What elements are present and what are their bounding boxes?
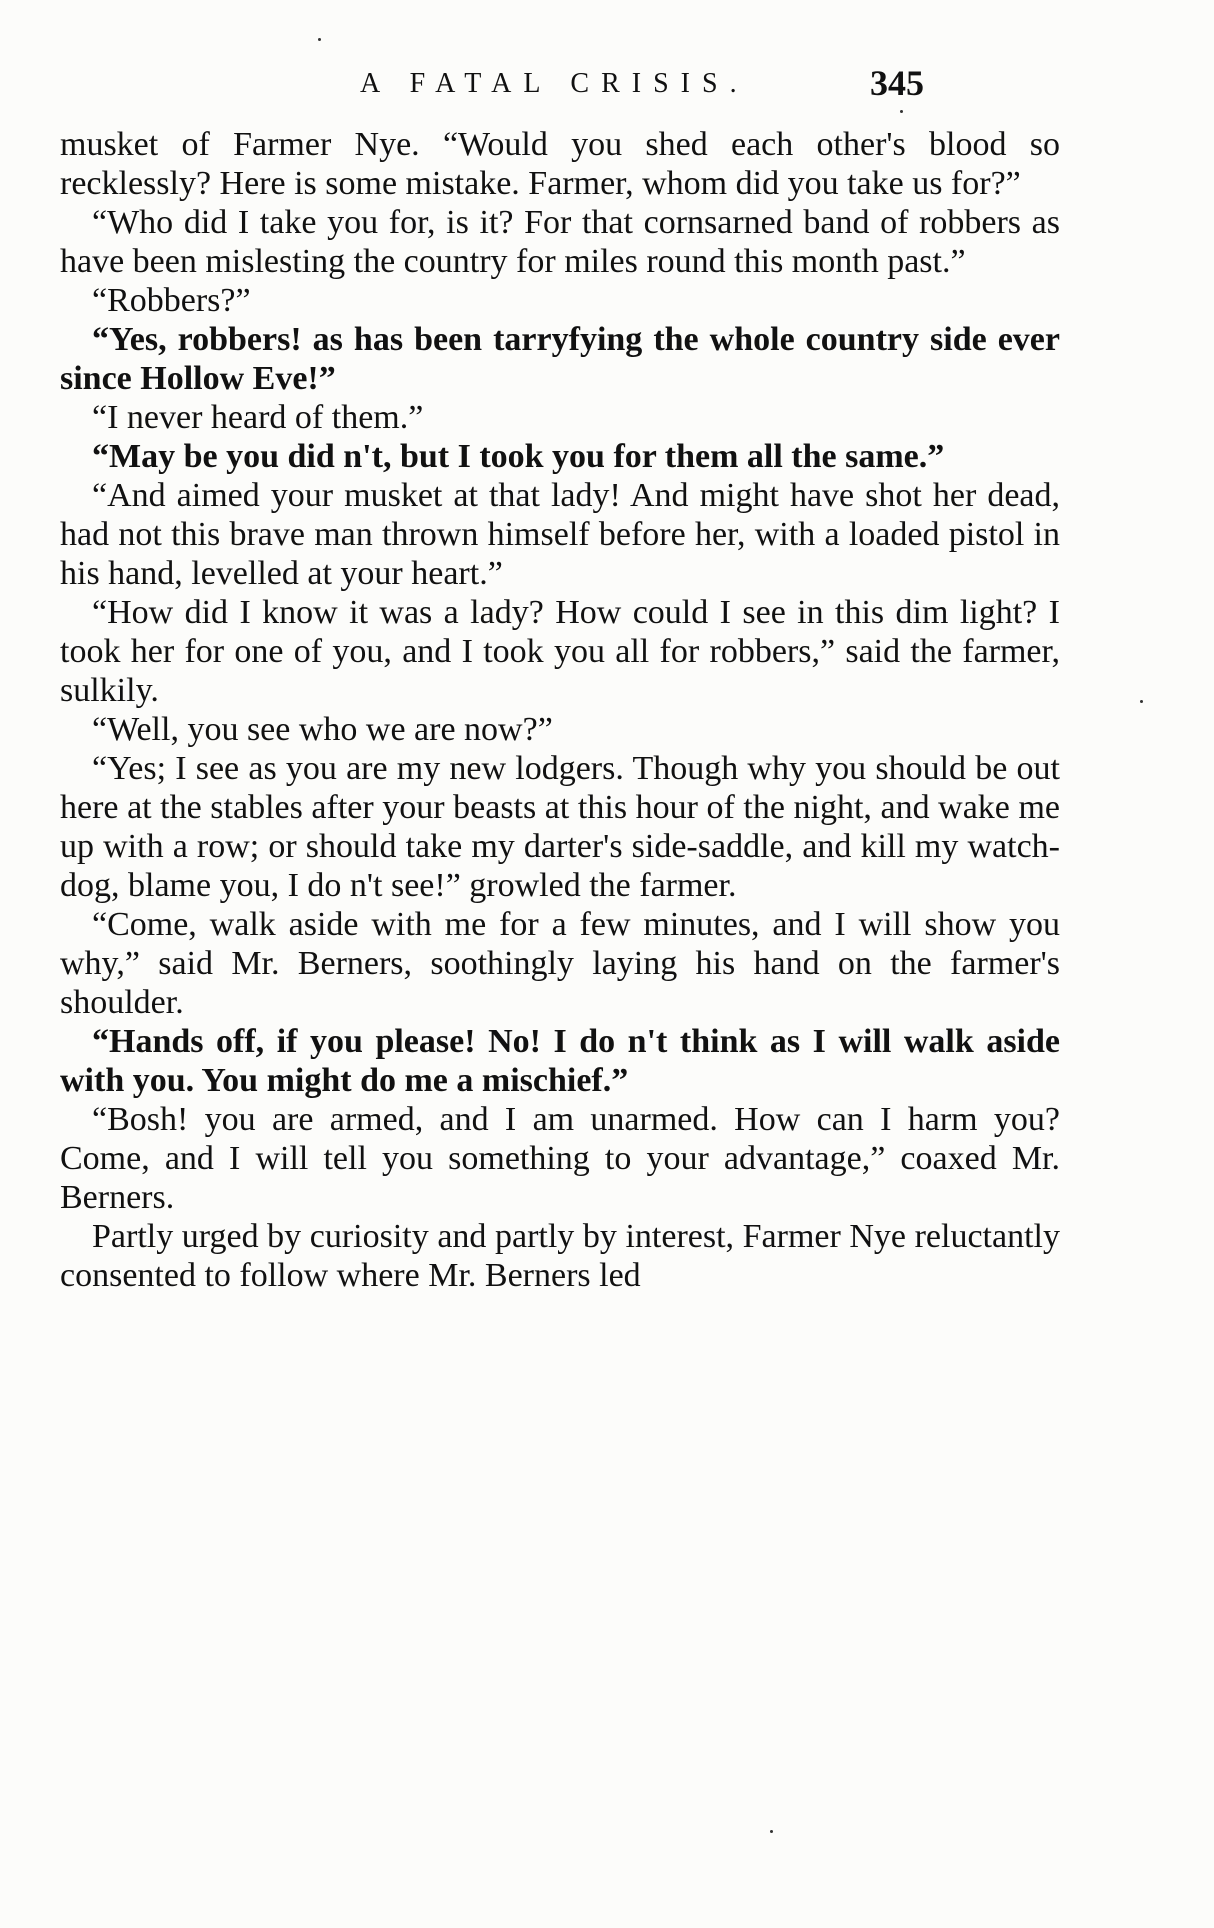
print-speck	[900, 110, 903, 113]
paragraph: “Robbers?”	[92, 282, 251, 319]
paragraph: “I never heard of them.”	[92, 399, 424, 436]
print-speck	[1140, 700, 1143, 703]
running-title: A FATAL CRISIS.	[360, 68, 749, 99]
paragraph: musket of Farmer Nye. “Would you shed each other's blood so recklessly? Here is some mistake. Farmer, whom did you take us for?”	[60, 126, 1060, 202]
paragraph: Partly urged by curiosity and partly by interest, Farmer Nye reluctantly consented to follow where Mr. Berners led	[60, 1218, 1060, 1294]
paragraph: “And aimed your musket at that lady! And might have shot her dead, had not this brave man thrown himself before her, with a loaded pistol in his hand, levelled at your heart.”	[60, 477, 1060, 592]
paragraph: “How did I know it was a lady? How could I see in this dim light? I took her for one of you, and I took you all for robbers,” said the farmer, sulkily.	[60, 594, 1060, 709]
paragraph: “Who did I take you for, is it? For that cornsarned band of robbers as have been mislesting the country for miles round this month past.”	[60, 204, 1060, 280]
paragraph: “Yes; I see as you are my new lodgers. Though why you should be out here at the stables after your beasts at this hour of the night, and wake me up with a row; or should take my darter's side-saddle, and kill my watch-dog, blame you, I do n't see!” growled the farmer.	[60, 750, 1060, 904]
page-number: 345	[870, 63, 924, 103]
print-speck	[770, 1830, 773, 1833]
paragraph: “May be you did n't, but I took you for them all the same.”	[92, 438, 945, 475]
paragraph: “Hands off, if you please! No! I do n't think as I will walk aside with you. You might do me a mischief.”	[60, 1023, 1060, 1099]
print-speck	[318, 38, 321, 41]
running-header	[60, 62, 1060, 122]
paragraph: “Yes, robbers! as has been tarryfying the whole country side ever since Hollow Eve!”	[60, 321, 1060, 397]
body-text	[60, 125, 1060, 1295]
paragraph: “Well, you see who we are now?”	[92, 711, 553, 748]
paragraph: “Bosh! you are armed, and I am unarmed. How can I harm you? Come, and I will tell you something to your advantage,” coaxed Mr. Berners.	[60, 1101, 1060, 1216]
paragraph: “Come, walk aside with me for a few minutes, and I will show you why,” said Mr. Berners, soothingly laying his hand on the farmer's shoulder.	[60, 906, 1060, 1021]
